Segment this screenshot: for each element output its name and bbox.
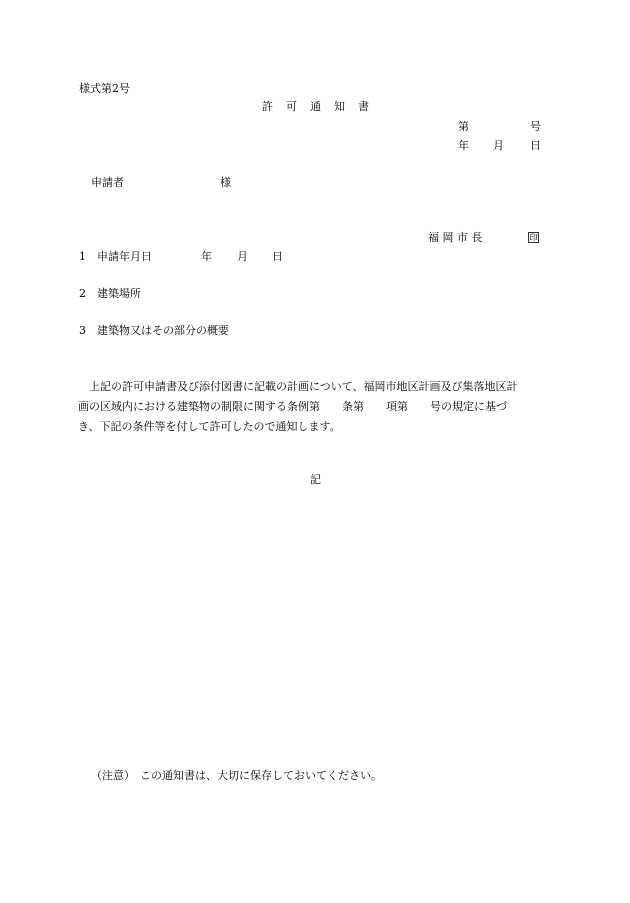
date-month: 月 <box>493 139 504 152</box>
date-year: 年 <box>458 139 469 152</box>
body-line: 画の区域内における建築物の制限に関する条例第 条第 項第 号の規定に基づ <box>78 400 507 413</box>
seal-mark <box>528 232 539 243</box>
item-3-label: 建築物又はその部分の概要 <box>97 324 229 337</box>
ki-heading: 記 <box>310 473 321 486</box>
issuer-name: 福 岡 市 長 <box>428 231 483 244</box>
document-title: 許 可 通 知 書 <box>262 100 370 113</box>
item-1-number: 1 <box>79 250 86 263</box>
note-text: この通知書は、大切に保存しておいてください。 <box>140 769 382 782</box>
applicant-honorific: 様 <box>220 176 231 189</box>
number-prefix: 第 <box>458 120 469 133</box>
body-paragraph <box>78 377 552 437</box>
item-3-number: 3 <box>79 324 86 337</box>
body-line: 上記の許可申請書及び添付図書に記載の計画について、福岡市地区計画及び集落地区計 <box>78 380 518 393</box>
item-1-year: 年 <box>201 250 212 263</box>
item-1-day: 日 <box>272 250 283 263</box>
number-suffix: 号 <box>530 120 541 133</box>
item-2-label: 建築場所 <box>97 287 141 300</box>
item-2-number: 2 <box>79 287 86 300</box>
item-1-month: 月 <box>237 250 248 263</box>
seal-char: 印 <box>529 233 538 243</box>
body-line: き、下記の条件等を付して許可したので通知します。 <box>78 420 341 433</box>
note-label: （注意） <box>91 769 135 782</box>
item-1-label: 申請年月日 <box>97 250 152 263</box>
form-number: 様式第2号 <box>79 82 130 95</box>
applicant-label: 申請者 <box>91 176 124 189</box>
date-day: 日 <box>530 139 541 152</box>
